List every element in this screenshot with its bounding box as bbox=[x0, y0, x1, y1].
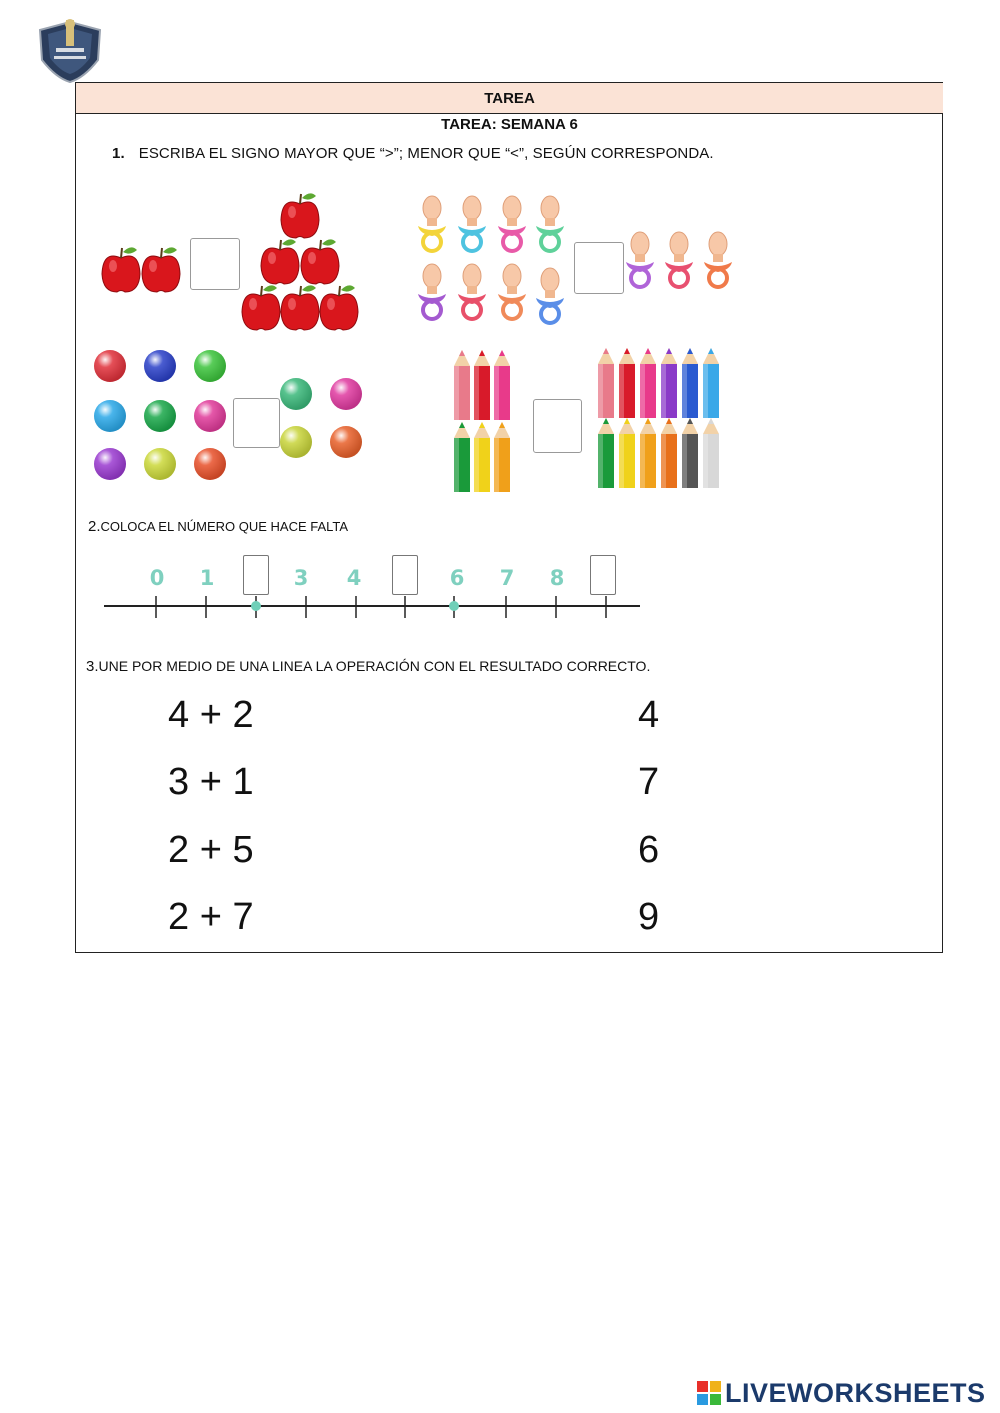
pencil-7 bbox=[598, 348, 614, 418]
number-line-dot-1 bbox=[251, 601, 261, 611]
marble-5 bbox=[144, 400, 176, 432]
pencil-1 bbox=[454, 350, 470, 420]
marble-10 bbox=[280, 378, 312, 410]
pencil-14 bbox=[619, 418, 635, 488]
pencil-9 bbox=[640, 348, 656, 418]
pacifier-11 bbox=[704, 232, 732, 287]
question-3-number: 3. bbox=[86, 658, 99, 675]
apple-right-bottom-1 bbox=[242, 285, 280, 330]
pencil-11 bbox=[682, 348, 698, 418]
marble-8 bbox=[144, 448, 176, 480]
brand-name: LIVEWORKSHEETS bbox=[725, 1378, 986, 1408]
liveworksheets-logo-icon bbox=[697, 1381, 721, 1405]
question-3 bbox=[86, 658, 650, 675]
apple-right-mid-2 bbox=[301, 239, 339, 284]
operation-2[interactable]: 3 + 1 bbox=[168, 761, 254, 803]
pencil-17 bbox=[682, 418, 698, 488]
question-2 bbox=[88, 518, 348, 535]
number-line-digit-7: 7 bbox=[499, 566, 515, 590]
number-line-digit-6: 6 bbox=[449, 566, 465, 590]
number-line-dot-2 bbox=[449, 601, 459, 611]
marble-6 bbox=[194, 400, 226, 432]
apple-left-1 bbox=[102, 247, 140, 292]
question-1 bbox=[112, 145, 714, 162]
number-line-blank-9[interactable] bbox=[590, 555, 616, 595]
marble-9 bbox=[194, 448, 226, 480]
answer-box-apples[interactable] bbox=[190, 238, 240, 290]
pacifier-7 bbox=[498, 264, 526, 319]
apple-right-bottom-2 bbox=[281, 285, 319, 330]
number-line-blank-2[interactable] bbox=[243, 555, 269, 595]
operation-4[interactable]: 2 + 7 bbox=[168, 896, 254, 938]
pacifier-1 bbox=[418, 196, 446, 251]
number-line bbox=[100, 590, 645, 624]
apple-left-2 bbox=[142, 247, 180, 292]
pencils-illustration bbox=[440, 346, 740, 494]
pacifier-2 bbox=[458, 196, 486, 251]
pencil-12 bbox=[703, 348, 719, 418]
pencil-10 bbox=[661, 348, 677, 418]
question-2-number: 2. bbox=[88, 518, 101, 535]
pencil-8 bbox=[619, 348, 635, 418]
answer-box-pacifiers[interactable] bbox=[574, 242, 624, 294]
marble-13 bbox=[330, 426, 362, 458]
pencil-18 bbox=[703, 418, 719, 488]
result-1[interactable]: 4 bbox=[638, 694, 660, 736]
answer-box-pencils[interactable] bbox=[533, 399, 582, 453]
pacifier-9 bbox=[626, 232, 654, 287]
marble-12 bbox=[280, 426, 312, 458]
apple-right-mid-1 bbox=[261, 239, 299, 284]
pacifier-8 bbox=[536, 268, 564, 323]
pacifier-4 bbox=[536, 196, 564, 251]
pencil-15 bbox=[640, 418, 656, 488]
marbles-illustration bbox=[88, 342, 373, 490]
school-crest-logo bbox=[36, 16, 104, 84]
number-line-blank-5[interactable] bbox=[392, 555, 418, 595]
pencil-6 bbox=[494, 422, 510, 492]
operation-1[interactable]: 4 + 2 bbox=[168, 694, 254, 736]
number-line-digit-8: 8 bbox=[549, 566, 565, 590]
marble-2 bbox=[144, 350, 176, 382]
result-4[interactable]: 9 bbox=[638, 896, 660, 938]
apple-right-top bbox=[281, 193, 319, 238]
week-title: TAREA: SEMANA 6 bbox=[441, 116, 578, 133]
marble-4 bbox=[94, 400, 126, 432]
number-line-digit-4: 4 bbox=[346, 566, 362, 590]
pencil-2 bbox=[474, 350, 490, 420]
pencil-4 bbox=[454, 422, 470, 492]
pencil-3 bbox=[494, 350, 510, 420]
pacifier-6 bbox=[458, 264, 486, 319]
question-1-text: ESCRIBA EL SIGNO MAYOR QUE “>”; MENOR QUE “<”, SEGÚN CORRESPONDA. bbox=[138, 145, 714, 162]
number-line-digit-0: 0 bbox=[149, 566, 165, 590]
number-line-digit-1: 1 bbox=[199, 566, 215, 590]
question-2-text: COLOCA EL NÚMERO QUE HACE FALTA bbox=[100, 519, 349, 534]
apple-right-bottom-3 bbox=[320, 285, 358, 330]
marble-11 bbox=[330, 378, 362, 410]
pencil-5 bbox=[474, 422, 490, 492]
worksheet-header: TAREA bbox=[76, 83, 943, 114]
number-line-digit-3: 3 bbox=[293, 566, 309, 590]
pencil-13 bbox=[598, 418, 614, 488]
answer-box-marbles[interactable] bbox=[233, 398, 280, 448]
marble-3 bbox=[194, 350, 226, 382]
question-3-text: UNE POR MEDIO DE UNA LINEA LA OPERACIÓN CON EL RESULTADO CORRECTO. bbox=[98, 658, 651, 674]
result-2[interactable]: 7 bbox=[638, 761, 660, 803]
pencil-16 bbox=[661, 418, 677, 488]
question-1-number: 1. bbox=[112, 145, 125, 162]
result-3[interactable]: 6 bbox=[638, 829, 660, 871]
operation-3[interactable]: 2 + 5 bbox=[168, 829, 254, 871]
pacifier-10 bbox=[665, 232, 693, 287]
marble-1 bbox=[94, 350, 126, 382]
pacifier-3 bbox=[498, 196, 526, 251]
marble-7 bbox=[94, 448, 126, 480]
pacifier-5 bbox=[418, 264, 446, 319]
